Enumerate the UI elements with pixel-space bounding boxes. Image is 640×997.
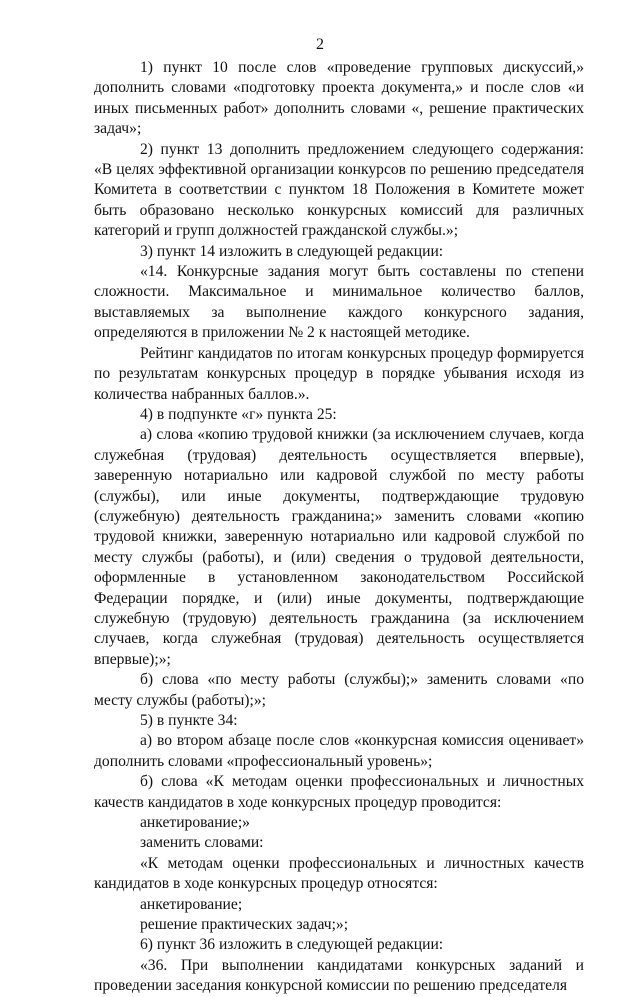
paragraph-10: а) во втором абзаце после слов «конкурсная комиссия оценивает» дополнить словами «профессиональный уровень»; <box>94 732 584 770</box>
paragraph-8: б) слова «по месту работы (службы);» заменить словами «по месту службы (работы);»; <box>94 671 584 709</box>
paragraph-1: 1) пункт 10 после слов «проведение групповых дискуссий,» дополнить словами «подготовку проекта документа,» и после слов «и иных письменных работ» дополнить словами «, решение практических задач»; <box>94 59 584 138</box>
paragraph-16: решение практических задач;»; <box>140 916 349 934</box>
paragraph-3: 3) пункт 14 изложить в следующей редакции: <box>140 242 444 260</box>
paragraph-17: 6) пункт 36 изложить в следующей редакции: <box>140 936 444 954</box>
paragraph-18: «36. При выполнении кандидатами конкурсных заданий и проведении заседания конкурсной комиссии по решению председателя <box>94 956 584 995</box>
paragraph-6: 4) в подпункте «г» пункта 25: <box>140 405 337 423</box>
paragraph-12: анкетирование;» <box>140 814 250 832</box>
paragraph-7: а) слова «копию трудовой книжки (за исключением случаев, когда служебная (трудовая) деятельность осуществляется впервые), заверенную нотариально или кадровой службой по месту работы (службы), или иные документы, подтверждающие трудовую (служебную) деятельность гражданина;» заменить словами «копию трудовой книжки, заверенную нотариально или кадровой службой по месту службы (работы), и (или) сведения о трудовой деятельности, оформленные в установленном законодательством Российской Федерации порядке, и (или) иные документы, подтверждающие служебную (трудовую) деятельность гражданина (за исключением случаев, когда служебная (трудовая) деятельность осуществляется впервые);»; <box>94 426 584 668</box>
paragraph-11: б) слова «К методам оценки профессиональных и личностных качеств кандидатов в ходе конкурсных процедур проводится: <box>94 773 584 811</box>
paragraph-9: 5) в пункте 34: <box>140 712 238 729</box>
document-body <box>94 58 584 997</box>
paragraph-13: заменить словами: <box>140 834 264 852</box>
paragraph-2: 2) пункт 13 дополнить предложением следующего содержания: «В целях эффективной организации конкурсов по решению председателя Комитета в соответствии с пунктом 18 Положения в Комитете может быть образовано несколько конкурсных комиссий для различных категорий и групп должностей гражданской службы.»; <box>94 140 584 240</box>
paragraph-15: анкетирование; <box>140 895 243 913</box>
page-number: 2 <box>316 36 324 53</box>
paragraph-14: «К методам оценки профессиональных и личностных качеств кандидатов в ходе конкурсных процедур относятся: <box>94 854 584 893</box>
paragraph-5: Рейтинг кандидатов по итогам конкурсных процедур формируется по результатам конкурсных процедур в порядке убывания исходя из количества набранных баллов.». <box>94 344 584 403</box>
paragraph-4: «14. Конкурсные задания могут быть составлены по степени сложности. Максимальное и минимальное количество баллов, выставляемых за выполнение каждого конкурсного задания, определяются в приложении № 2 к настоящей методике. <box>94 263 584 342</box>
